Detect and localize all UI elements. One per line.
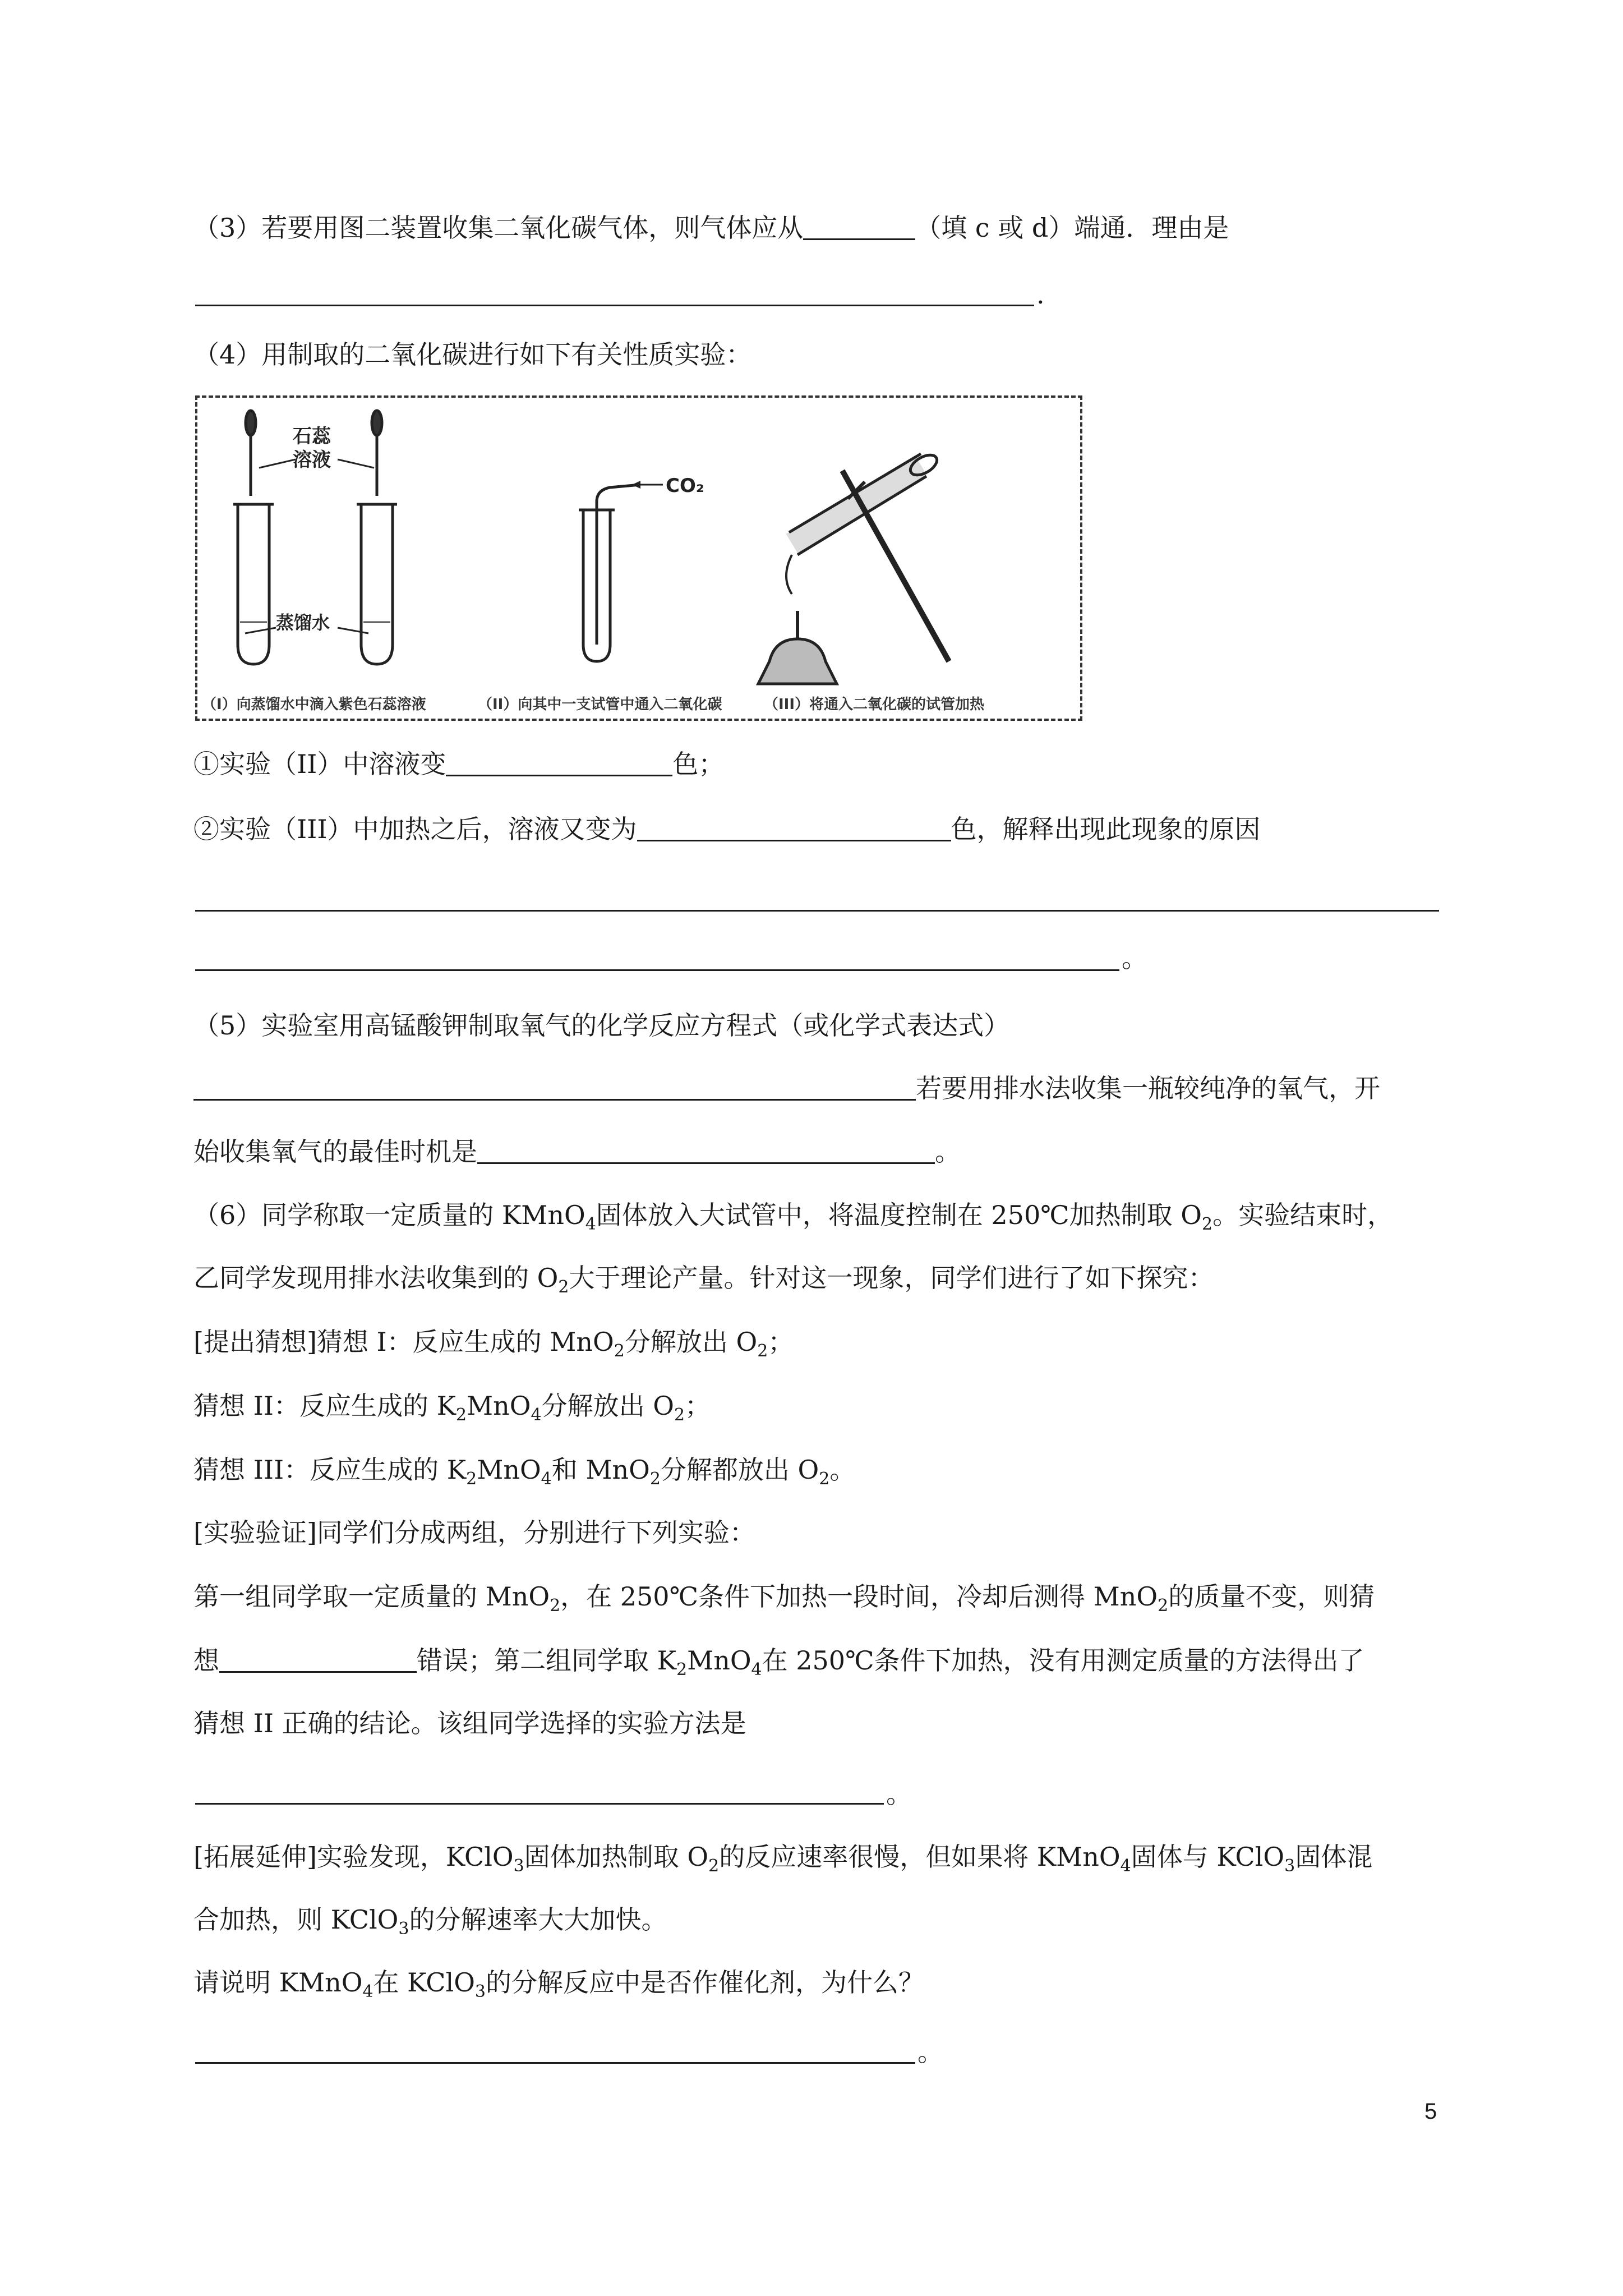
- q4-item-2: ②实验（III）中加热之后，溶液又变为 色，解释出现此现象的原因: [193, 814, 1261, 844]
- experiment-illustration: [197, 398, 1080, 719]
- caption-3: （III）将通入二氧化碳的试管加热: [764, 696, 985, 713]
- answer-blank-color-2[interactable]: [637, 817, 951, 841]
- page-number: 5: [1424, 2099, 1437, 2124]
- q6-verification-1: [实验验证]同学们分成两组，分别进行下列实验：: [193, 1517, 755, 1548]
- caption-1: （I）向蒸馏水中滴入紫色石蕊溶液: [202, 696, 426, 713]
- q4-item-2-end: 。: [1122, 943, 1147, 973]
- q5-line-1: （5）实验室用高锰酸钾制取氧气的化学反应方程式（或化学式表达式）: [193, 1010, 1010, 1041]
- q4-item-1: ①实验（II）中溶液变 色；: [193, 749, 725, 779]
- label-litmus-1: 石蕊: [293, 425, 331, 448]
- q6-hypothesis-3: 猜想 III：反应生成的 $K_2MnO_4$和 MnO$_2$分解都放出 $O_2$。: [193, 1455, 856, 1489]
- q4-intro: （4）用制取的二氧化碳进行如下有关性质实验：: [193, 339, 752, 370]
- label-litmus-2: 溶液: [293, 449, 331, 471]
- answer-line-q4-reason-1[interactable]: [195, 910, 1439, 912]
- q3-line-1: （3）若要用图二装置收集二氧化碳气体，则气体应从 （填 c 或 d）端通．理由是: [193, 213, 1229, 243]
- q6-line-1: （6）同学称取一定质量的 KMnO$_4$固体放入大试管中，将温度控制在 250℃加热制取 $O_2$。实验结束时，: [193, 1200, 1394, 1234]
- answer-blank-hypothesis[interactable]: [219, 1649, 417, 1673]
- answer-blank-timing[interactable]: [477, 1140, 935, 1164]
- q6-extension-2: 合加热，则 KClO$_3$的分解速率大大加快。: [193, 1904, 667, 1939]
- label-co2: CO₂: [666, 475, 704, 497]
- answer-line-q3-reason[interactable]: [195, 305, 1034, 306]
- q6-verification-2: 第一组同学取一定质量的 MnO$_2$，在 250℃条件下加热一段时间，冷却后测得 MnO$_2$的质量不变，则猜: [193, 1581, 1375, 1616]
- q6-verification-4: 猜想 II 正确的结论。该组同学选择的实验方法是: [193, 1708, 746, 1738]
- q3-line-2-end: .: [1036, 279, 1045, 310]
- q6-hypothesis-2: 猜想 II：反应生成的 $K_2MnO_4$分解放出 $O_2$；: [193, 1391, 711, 1425]
- q6-verification-5-end: 。: [886, 1779, 912, 1809]
- q5-line-3: 始收集氧气的最佳时机是 。: [193, 1137, 961, 1167]
- answer-blank-q3-end[interactable]: [803, 216, 915, 240]
- q6-verification-3: 想 错误；第二组同学取 $K_2MnO_4$在 250℃条件下加热，没有用测定质量的方法得出了: [193, 1645, 1364, 1680]
- answer-line-catalyst[interactable]: [195, 2062, 915, 2064]
- q6-hypothesis-1: [提出猜想]猜想 I：反应生成的 MnO$_2$分解放出 $O_2$；: [193, 1327, 794, 1361]
- q6-extension-1: [拓展延伸]实验发现，KClO$_3$固体加热制取 $O_2$的反应速率很慢，但如果将 KMnO$_4$固体与 KClO$_3$固体混: [193, 1842, 1373, 1876]
- caption-2: （II）向其中一支试管中通入二氧化碳: [478, 696, 722, 713]
- answer-blank-equation[interactable]: [193, 1076, 916, 1101]
- q6-line-2: 乙同学发现用排水法收集到的 $O_2$大于理论产量。针对这一现象，同学们进行了如下探究：: [193, 1263, 1214, 1297]
- label-water: 蒸馏水: [276, 612, 330, 633]
- answer-line-q4-reason-2[interactable]: [195, 969, 1119, 971]
- q5-line-2: 若要用排水法收集一瓶较纯净的氧气，开: [193, 1073, 1380, 1104]
- q6-extension-4-end: 。: [917, 2037, 943, 2067]
- experiment-figure: [195, 395, 1082, 721]
- answer-line-method[interactable]: [195, 1803, 884, 1805]
- answer-blank-color-1[interactable]: [446, 752, 672, 776]
- q6-extension-3: 请说明 KMnO$_4$在 KClO$_3$的分解反应中是否作催化剂，为什么？: [193, 1967, 924, 2001]
